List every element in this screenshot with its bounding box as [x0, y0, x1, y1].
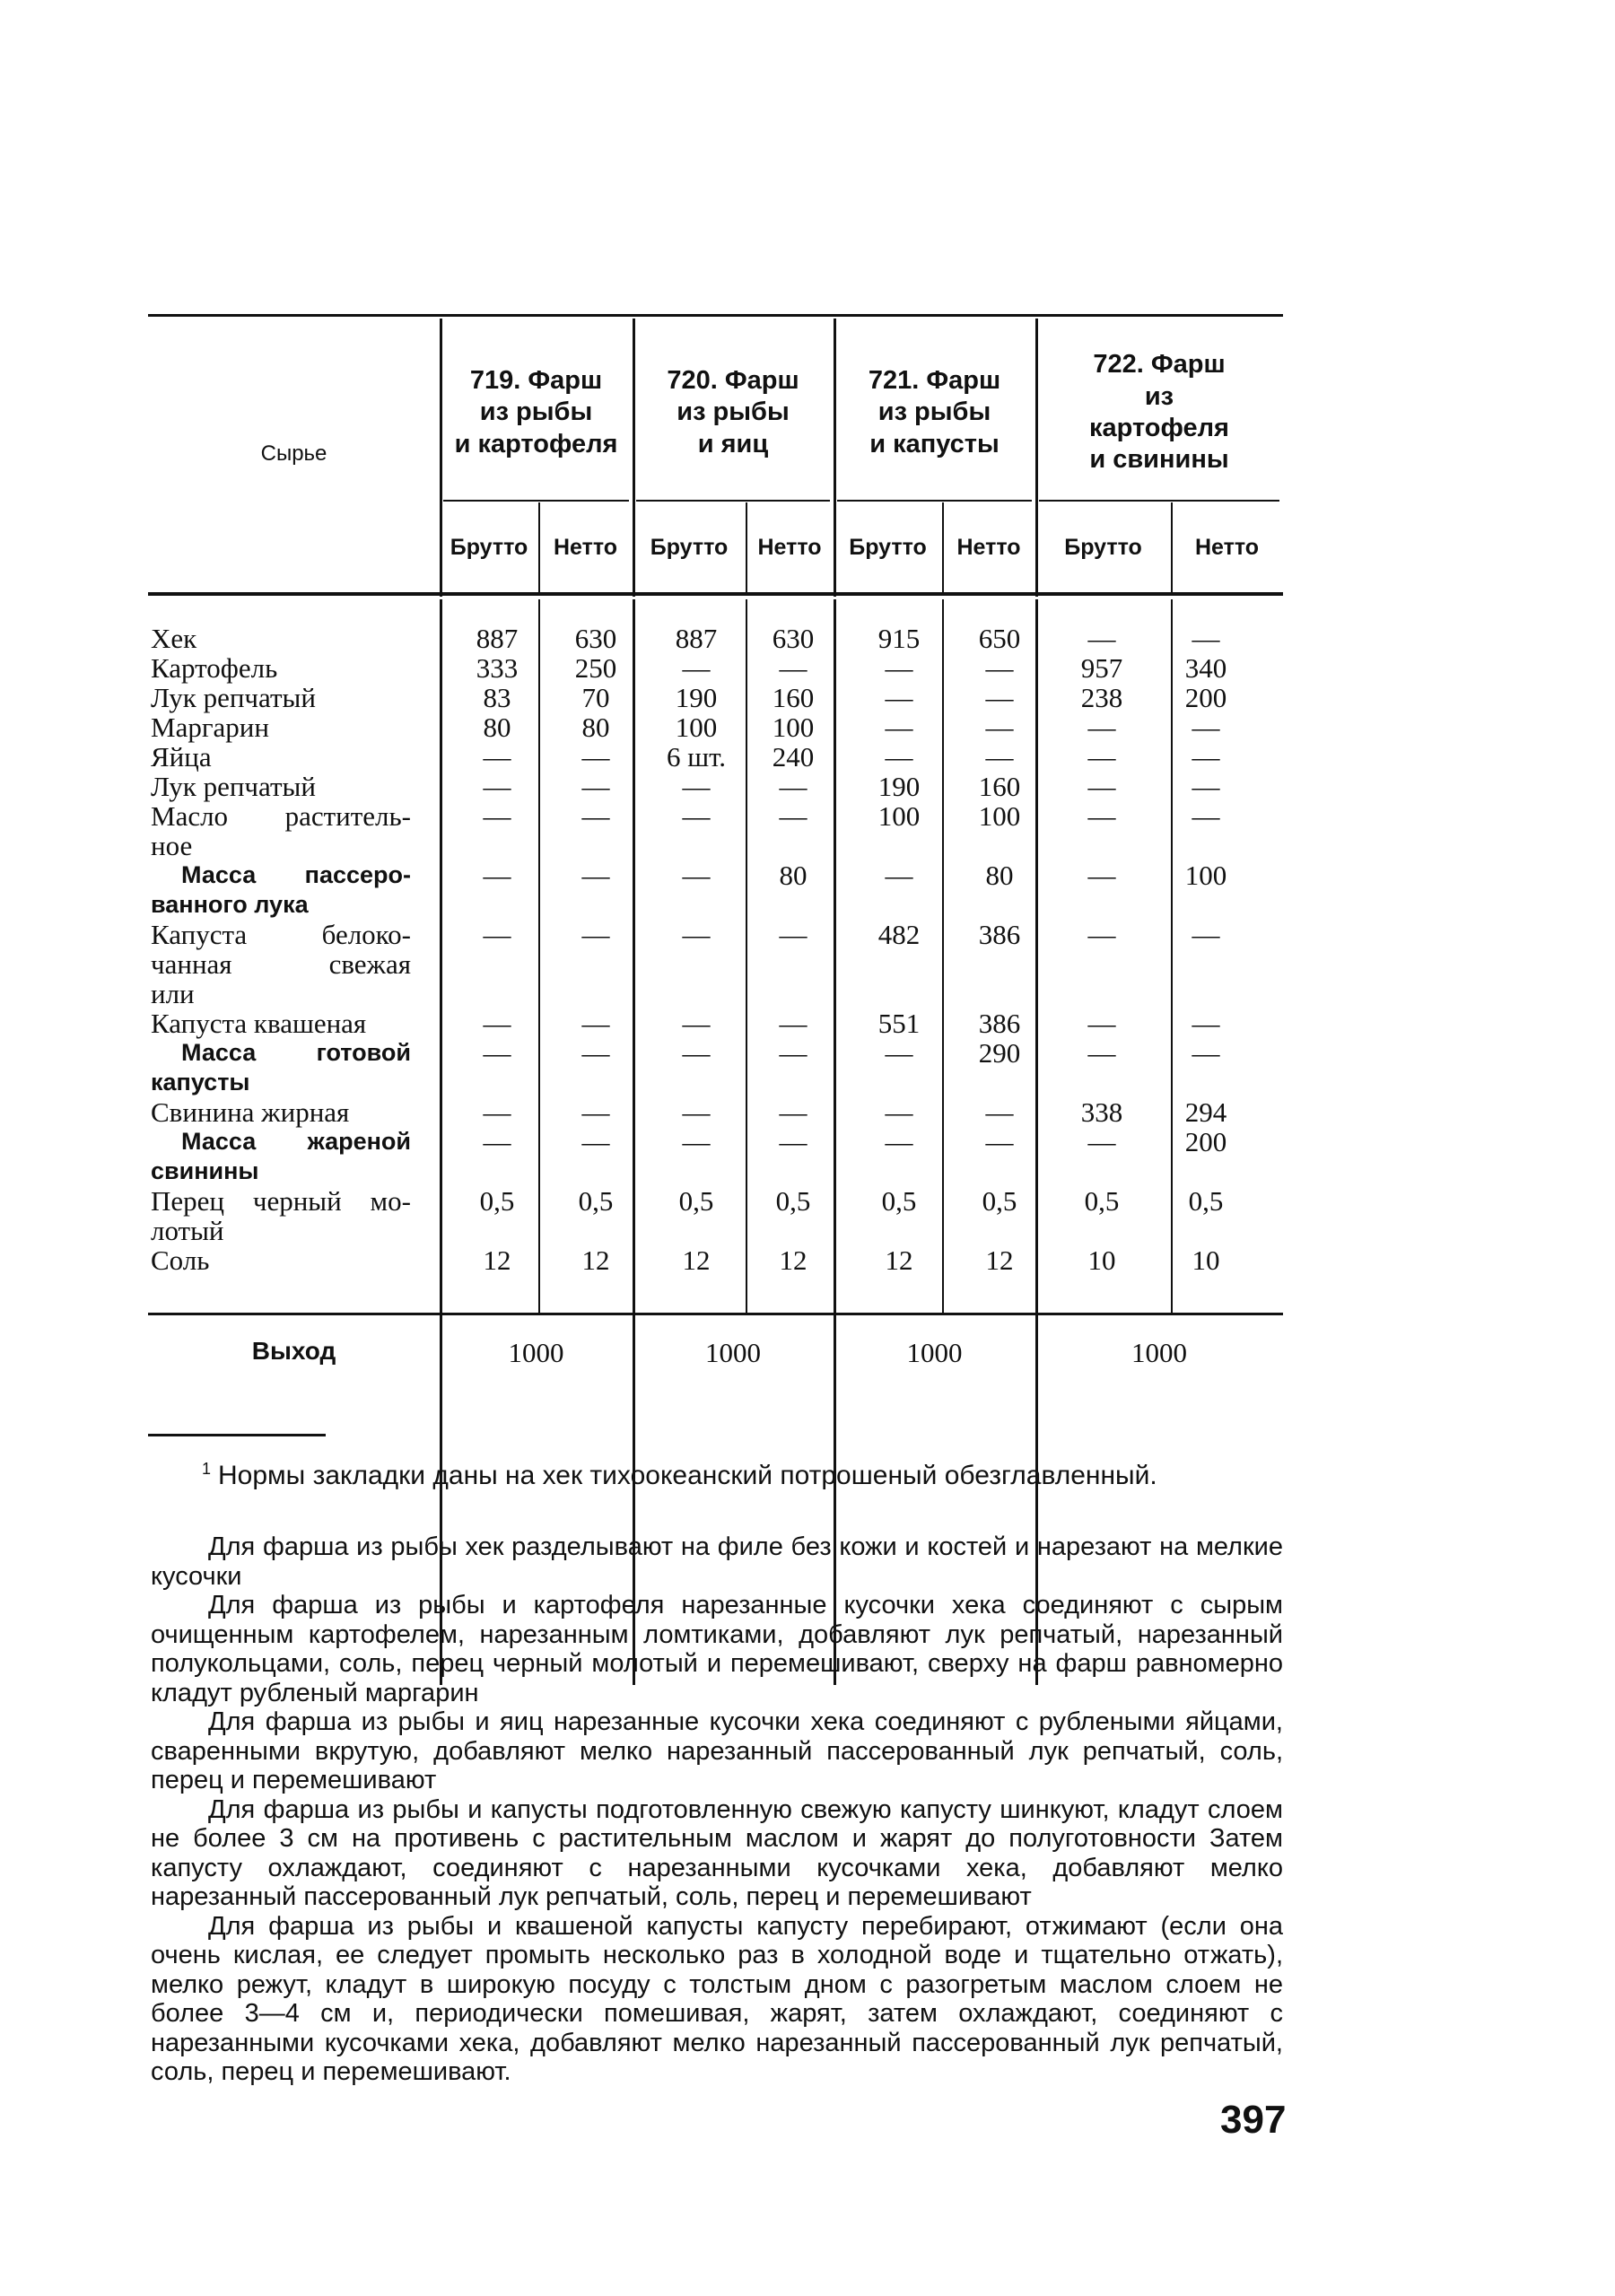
- ingredient-name-line: Картофель: [151, 652, 278, 684]
- column-rule: [633, 319, 635, 597]
- gross-value: —: [682, 919, 711, 950]
- gross-value: 12: [682, 1244, 711, 1276]
- gross-value: —: [885, 711, 913, 743]
- gross-value: —: [1087, 771, 1116, 802]
- gross-value: 915: [877, 623, 921, 654]
- net-value: 80: [779, 860, 808, 891]
- net-value: 100: [772, 711, 815, 743]
- footnote: [202, 1460, 1288, 1491]
- recipe-title: 720. Фарш из рыбы и яиц: [667, 365, 799, 458]
- ingredient-name-line: Масса жареной: [181, 1128, 411, 1155]
- footnote-text: Нормы закладки даны на хек тихоокеанский потрошеный обезглавленный.: [218, 1461, 1157, 1490]
- net-value: —: [985, 1096, 1014, 1128]
- gross-header: Брутто: [450, 534, 528, 560]
- net-value: —: [1192, 800, 1220, 832]
- gross-value: 887: [675, 623, 718, 654]
- net-header: Нетто: [553, 534, 618, 560]
- net-value: —: [581, 800, 610, 832]
- net-value: 160: [772, 682, 815, 713]
- subheader-rule: [1039, 500, 1279, 502]
- footnote-rule: [148, 1434, 326, 1436]
- ingredient-name: [151, 742, 411, 772]
- column-rule: [1171, 502, 1173, 592]
- gross-value: —: [1087, 1126, 1116, 1157]
- net-value: —: [581, 1126, 610, 1157]
- net-value: —: [779, 1008, 808, 1039]
- recipe-title: 719. Фарш из рыбы и картофеля: [454, 365, 618, 458]
- column-rule: [1035, 599, 1038, 1685]
- gross-value: 100: [675, 711, 718, 743]
- column-rule: [746, 599, 747, 1313]
- ingredient-name: [151, 624, 411, 653]
- ingredient-name-line: Яйца: [151, 741, 212, 773]
- gross-value: 190: [675, 682, 718, 713]
- ingredient-name: [151, 1127, 411, 1186]
- net-value: 0,5: [775, 1185, 811, 1217]
- net-value: 0,5: [578, 1185, 614, 1217]
- net-value: —: [779, 1126, 808, 1157]
- ingredient-name-line: Капуста белоко-: [151, 919, 411, 950]
- total-label: Выход: [251, 1337, 336, 1365]
- ingredient-name: [151, 1008, 411, 1038]
- ingredient-name-line: Капуста квашеная: [151, 1008, 367, 1039]
- gross-value: —: [682, 860, 711, 891]
- net-value: 386: [978, 919, 1021, 950]
- ingredient-name-line: или: [151, 978, 195, 1009]
- column-rule: [942, 502, 944, 592]
- gross-value: 0,5: [678, 1185, 714, 1217]
- gross-value: —: [1087, 741, 1116, 773]
- paragraph: Для фарша из рыбы и капусты подготовленную свежую капусту шинкуют, кладут слоем не более 3 см на противень с растительным маслом и жарят до полуготовности Затем капусту охлаждают, соединяют с нарезанными кусочками хека, добавляют мелко нарезанный пассерованный лук репчатый, соль, перец и перемешивают: [151, 1794, 1283, 1911]
- total-rule: [148, 1313, 1283, 1315]
- net-value: 290: [978, 1037, 1021, 1069]
- gross-value: —: [682, 1126, 711, 1157]
- gross-value: 238: [1080, 682, 1123, 713]
- gross-value: 80: [483, 711, 511, 743]
- net-value: 294: [1184, 1096, 1227, 1128]
- ingredient-name-line: свинины: [151, 1157, 259, 1184]
- total-value: 1000: [508, 1337, 564, 1368]
- column-rule: [633, 599, 635, 1685]
- gross-value: —: [1087, 1037, 1116, 1069]
- net-value: —: [581, 741, 610, 773]
- gross-value: —: [682, 1096, 711, 1128]
- net-value: —: [779, 771, 808, 802]
- net-value: —: [581, 771, 610, 802]
- ingredient-name: [151, 712, 411, 742]
- gross-value: —: [885, 741, 913, 773]
- net-value: 100: [1184, 860, 1227, 891]
- gross-value: —: [1087, 919, 1116, 950]
- net-value: —: [1192, 623, 1220, 654]
- total-value: 1000: [705, 1337, 761, 1368]
- paragraph: Для фарша из рыбы и квашеной капусты капусту перебирают, отжимают (если она очень кислая, ее следует промыть несколько раз в холодной воде и тщательно отжать), мелко режут, кладут в широкую посуду с толстым дном с разогретым маслом слоем не более 3—4 см и, периодически помешивая, жарят, затем охлаждают, соединяют с нарезанными кусочками хека, добавляют мелко нарезанный пассерованный лук репчатый, соль, перец и перемешивают.: [151, 1911, 1283, 2086]
- net-value: —: [581, 860, 610, 891]
- footnote-mark: 1: [202, 1460, 212, 1478]
- net-value: —: [581, 919, 610, 950]
- net-value: 650: [978, 623, 1021, 654]
- gross-value: —: [885, 1096, 913, 1128]
- net-value: —: [779, 1037, 808, 1069]
- ingredient-name: [151, 1245, 411, 1275]
- column-rule: [1171, 599, 1173, 1313]
- recipe-title: 721. Фарш из рыбы и капусты: [868, 365, 1001, 458]
- gross-value: —: [483, 1126, 511, 1157]
- gross-value: —: [483, 1037, 511, 1069]
- gross-value: —: [682, 652, 711, 684]
- net-value: 160: [978, 771, 1021, 802]
- column-rule: [440, 319, 442, 597]
- subheader-rule: [443, 500, 629, 502]
- net-value: 0,5: [982, 1185, 1017, 1217]
- gross-value: 12: [885, 1244, 913, 1276]
- gross-value: 957: [1080, 652, 1123, 684]
- ingredient-name-line: капусты: [151, 1069, 250, 1096]
- net-value: —: [779, 800, 808, 832]
- ingredient-name: [151, 920, 411, 1008]
- gross-value: 887: [476, 623, 519, 654]
- net-value: 12: [581, 1244, 610, 1276]
- net-value: 240: [772, 741, 815, 773]
- ingredient-name-line: чанная свежая: [151, 948, 411, 980]
- ingredient-name: [151, 1038, 411, 1097]
- column-rule: [834, 319, 836, 597]
- gross-value: —: [1087, 623, 1116, 654]
- net-value: 340: [1184, 652, 1227, 684]
- net-value: —: [581, 1008, 610, 1039]
- gross-value: —: [483, 771, 511, 802]
- ingredient-name-line: Масло раститель-: [151, 800, 411, 832]
- ingredient-name: [151, 683, 411, 712]
- gross-value: 551: [877, 1008, 921, 1039]
- net-value: 630: [772, 623, 815, 654]
- gross-value: —: [885, 860, 913, 891]
- gross-value: 10: [1087, 1244, 1116, 1276]
- net-value: —: [985, 682, 1014, 713]
- column-rule: [746, 502, 747, 592]
- ingredient-name-line: лотый: [151, 1215, 224, 1246]
- net-value: 0,5: [1188, 1185, 1224, 1217]
- net-value: 250: [574, 652, 617, 684]
- gross-header: Брутто: [849, 534, 927, 560]
- ingredient-name-line: Соль: [151, 1244, 210, 1276]
- gross-value: —: [483, 1008, 511, 1039]
- net-value: —: [779, 1096, 808, 1128]
- column-rule: [538, 599, 540, 1313]
- gross-value: 83: [483, 682, 511, 713]
- net-value: 12: [985, 1244, 1014, 1276]
- ingredient-name-line: ванного лука: [151, 891, 309, 918]
- net-value: —: [1192, 741, 1220, 773]
- gross-value: —: [1087, 711, 1116, 743]
- net-value: —: [779, 652, 808, 684]
- net-value: —: [985, 711, 1014, 743]
- page-number: 397: [1220, 2098, 1287, 2142]
- net-value: 12: [779, 1244, 808, 1276]
- gross-value: 333: [476, 652, 519, 684]
- net-value: —: [779, 919, 808, 950]
- column-rule: [538, 502, 540, 592]
- gross-value: —: [682, 1037, 711, 1069]
- net-header: Нетто: [757, 534, 822, 560]
- gross-value: 0,5: [479, 1185, 515, 1217]
- gross-value: —: [1087, 1008, 1116, 1039]
- net-value: 200: [1184, 1126, 1227, 1157]
- column-rule: [834, 599, 836, 1685]
- gross-value: —: [885, 682, 913, 713]
- raw-material-header: Сырье: [260, 441, 327, 466]
- net-header: Нетто: [1194, 534, 1260, 560]
- ingredient-name: [151, 653, 411, 683]
- column-rule: [942, 599, 944, 1313]
- paragraph: Для фарша из рыбы хек разделывают на филе без кожи и костей и нарезают на мелкие кусочки: [151, 1532, 1283, 1591]
- net-value: —: [581, 1037, 610, 1069]
- net-value: —: [1192, 1037, 1220, 1069]
- subheader-rule: [837, 500, 1032, 502]
- ingredient-name-line: Свинина жирная: [151, 1096, 350, 1128]
- gross-value: —: [885, 1126, 913, 1157]
- gross-value: 12: [483, 1244, 511, 1276]
- gross-value: 0,5: [881, 1185, 917, 1217]
- column-rule: [1035, 319, 1038, 597]
- total-value: 1000: [906, 1337, 963, 1368]
- gross-header: Брутто: [1064, 534, 1142, 560]
- gross-value: —: [885, 652, 913, 684]
- net-value: 386: [978, 1008, 1021, 1039]
- gross-value: 190: [877, 771, 921, 802]
- ingredient-name-line: Масса готовой: [181, 1039, 411, 1066]
- ingredient-name: [151, 801, 411, 860]
- recipe-title: 722. Фарш из картофеля и свинины: [1089, 350, 1229, 475]
- net-value: 100: [978, 800, 1021, 832]
- gross-value: —: [682, 1008, 711, 1039]
- gross-value: —: [483, 860, 511, 891]
- gross-value: 482: [877, 919, 921, 950]
- gross-value: 0,5: [1084, 1185, 1120, 1217]
- total-value: 1000: [1131, 1337, 1187, 1368]
- gross-value: —: [682, 800, 711, 832]
- net-value: —: [985, 1126, 1014, 1157]
- net-value: —: [581, 1096, 610, 1128]
- net-value: —: [985, 652, 1014, 684]
- ingredient-name: [151, 1097, 411, 1127]
- gross-header: Брутто: [650, 534, 729, 560]
- ingredient-name: [151, 772, 411, 801]
- ingredient-name-line: Маргарин: [151, 711, 269, 743]
- subheader-rule: [636, 500, 830, 502]
- ingredient-name-line: ное: [151, 830, 193, 861]
- net-value: —: [985, 741, 1014, 773]
- ingredient-name: [151, 860, 411, 920]
- gross-value: 338: [1080, 1096, 1123, 1128]
- ingredient-name-line: Лук репчатый: [151, 771, 316, 802]
- net-value: —: [1192, 919, 1220, 950]
- net-value: —: [1192, 1008, 1220, 1039]
- net-value: 10: [1192, 1244, 1220, 1276]
- gross-value: —: [1087, 860, 1116, 891]
- net-value: —: [1192, 711, 1220, 743]
- gross-value: —: [682, 771, 711, 802]
- gross-value: —: [885, 1037, 913, 1069]
- paragraph: Для фарша из рыбы и яиц нарезанные кусочки хека соединяют с рублеными яйцами, сваренными вкрутую, добавляют мелко нарезанный пассерованный лук репчатый, соль, перец и перемешивают: [151, 1707, 1283, 1794]
- net-value: 630: [574, 623, 617, 654]
- gross-value: —: [483, 919, 511, 950]
- ingredient-name-line: Хек: [151, 623, 197, 654]
- net-value: 200: [1184, 682, 1227, 713]
- net-header: Нетто: [956, 534, 1021, 560]
- ingredient-name: [151, 1186, 411, 1245]
- header-bottom-rule: [148, 592, 1283, 596]
- net-value: —: [1192, 771, 1220, 802]
- gross-value: —: [483, 1096, 511, 1128]
- gross-value: —: [483, 800, 511, 832]
- net-value: 70: [581, 682, 610, 713]
- gross-value: 6 шт.: [666, 741, 727, 773]
- gross-value: —: [483, 741, 511, 773]
- ingredient-name-line: Масса пассеро-: [181, 861, 411, 888]
- gross-value: —: [1087, 800, 1116, 832]
- paragraph: Для фарша из рыбы и картофеля нарезанные кусочки хека соединяют с сырым очищенным картофелем, нарезанным ломтиками, добавляют лук репчатый, нарезанный полукольцами, соль, перец черный молотый и перемешивают, сверху на фарш равномерно кладут рубленый маргарин: [151, 1591, 1283, 1707]
- body-text: [151, 1532, 1283, 2087]
- gross-value: 100: [877, 800, 921, 832]
- ingredient-name-line: Лук репчатый: [151, 682, 316, 713]
- net-value: 80: [985, 860, 1014, 891]
- column-rule: [440, 599, 442, 1685]
- net-value: 80: [581, 711, 610, 743]
- ingredient-name-line: Перец черный мо-: [151, 1185, 411, 1217]
